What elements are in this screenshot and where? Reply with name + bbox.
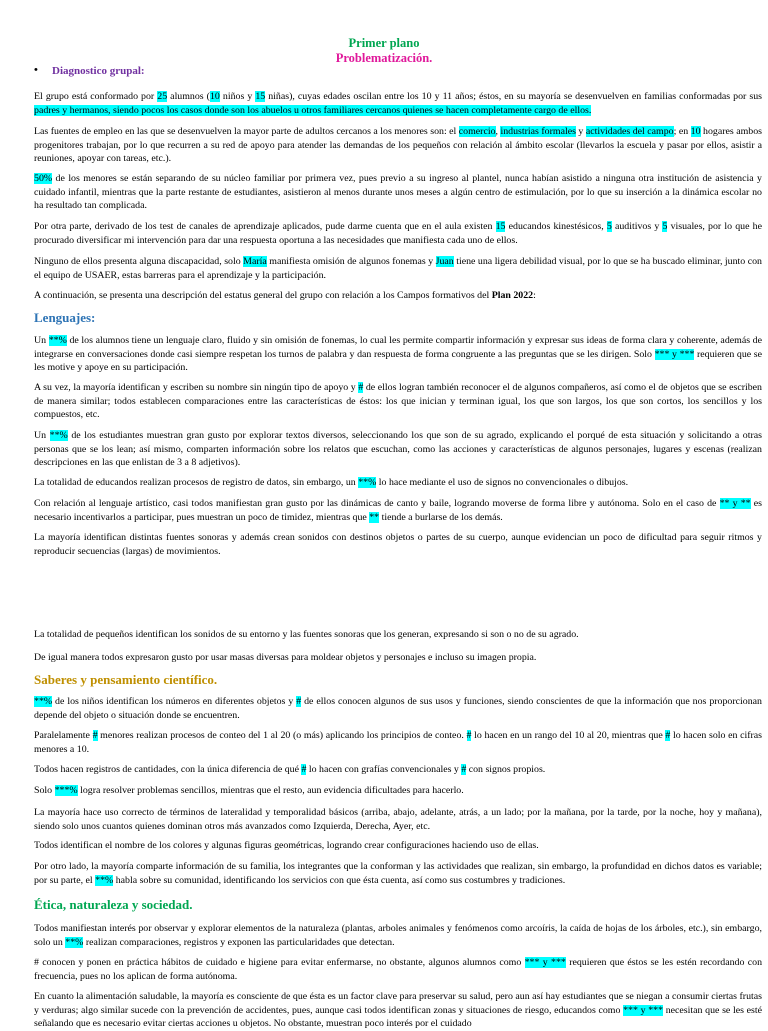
text-run: auditivos y <box>611 221 663 232</box>
page-subtitle: Problematización. <box>335 51 433 65</box>
text-run: A continuación, se presenta una descripción del estatus general del grupo con relación a los Campos formativos del <box>34 290 492 301</box>
text-run: educandos kinestésicos, <box>505 221 607 232</box>
text-run: Solo <box>34 785 55 796</box>
paragraph <box>34 429 762 470</box>
highlighted-text: padres y hermanos, siendo pocos los casos donde son los abuelos u otros familiares cercanos quienes se hacen completamente cargo de ellos. <box>34 104 592 116</box>
paragraph <box>34 255 762 282</box>
text-run: habla sobre su comunidad, identificando los servicios con que ésta cuenta, así como sus costumbres y tradiciones. <box>113 874 566 886</box>
highlighted-text: **% <box>65 936 84 948</box>
highlighted-text: 25 <box>157 91 168 102</box>
text-run: manifiesta omisión de algunos fonemas y <box>266 256 436 267</box>
text-run: , <box>495 126 501 137</box>
text-run: es necesario incentivarlos a participar, pues muestran un poco de timidez, mientras que <box>34 498 763 523</box>
text-run: con signos propios. <box>466 764 546 775</box>
text-run: Todos hacen registros de cantidades, con la única diferencia de qué <box>34 764 302 775</box>
text-run: tiene una ligera debilidad visual, por lo que se ha buscado eliminar, junto con el equipo de USAER, estas barreras para el aprendizaje y la participación. <box>34 256 762 281</box>
paragraph <box>34 956 762 983</box>
text-run: hogares ambos progenitores trabajan, por lo que recurren a su red de apoyo para atender las demandas de los pequeños con relación al ámbito escolar (llevarlos la escuela y pasar por ellos, asistir a reuniones, apoyar con tareas, etc.). <box>34 126 762 165</box>
paragraph <box>34 860 762 887</box>
paragraph <box>34 90 762 117</box>
text-run: de los menores se están separando de su núcleo familiar por primera vez, pues previo a su ingreso al plantel, nunca habían asistido a ninguna otra institución de asistencia y cuidado infantil, mientras que la parte restante de estudiantes, asistieron al menos durante unos meses a algún centro de estimulación, por lo que su inserción a la dinámica escolar no ha resultado tan complicada. <box>34 173 762 212</box>
text-run: Por otra parte, derivado de los test de canales de aprendizaje aplicados, pude darme cuenta que en el aula existen <box>34 221 496 232</box>
text-run: necesitan que se les esté señalando que es necesario evitar ciertas acciones u objetos. No obstante, muestran poco interés por el cuidado <box>34 1004 762 1030</box>
text-run: La totalidad de pequeños identifican los sonidos de su entorno y las fuentes sonoras que los generan, expresando si son o no de su agrado. <box>34 629 579 640</box>
highlighted-text: actividades del campo <box>585 126 674 137</box>
paragraph <box>34 125 762 166</box>
highlighted-text: # <box>92 730 98 741</box>
highlighted-text: 10 <box>209 91 220 102</box>
text-run: niños y <box>219 91 256 102</box>
paragraph <box>34 806 762 833</box>
text-run: En cuanto la alimentación saludable, la mayoría es consciente de que ésta es un factor clave para preservar su salud, pero aun así hay estudiantes que se niegan a consumir ciertas frutas y verduras; algo similar sucede con la prevención de accidentes, pues, aunque casi todos identifican zonas y situaciones de riesgo, educandos como <box>34 991 762 1016</box>
highlighted-text: 15 <box>255 91 266 102</box>
text-run: menores realizan procesos de conteo del 1 al 20 (o más) aplicando los principios de conteo. <box>97 730 467 741</box>
highlighted-text: # <box>301 764 307 775</box>
paragraph <box>34 172 762 213</box>
text-run: Ninguno de ellos presenta alguna discapacidad, solo <box>34 256 244 267</box>
text-run: logra resolver problemas sencillos, mientras que el resto, aun evidencia dificultades para hacerlo. <box>77 785 464 796</box>
paragraph <box>34 289 762 303</box>
paragraph <box>34 839 762 853</box>
text-run: de los niños identifican los números en diferentes objetos y <box>52 696 297 707</box>
highlighted-text: # <box>358 382 364 393</box>
text-run: lo hacen solo en cifras menores a 10. <box>34 730 763 755</box>
text-run: requieren que éstos se les estén recordando con frecuencia, pues no los aplican de forma autónoma. <box>34 957 763 982</box>
highlighted-text: industrias formales <box>500 126 576 137</box>
highlighted-text: # <box>296 696 302 707</box>
text-run: de ellos logran también reconocer el de algunos compañeros, así como el de objetos que se escriben de manera similar; todos establecen comparaciones entre las características de éstos: los que inician y terminan igual, los que son largos, los que son cortos, los sencillos y los compuestos, etc. <box>34 382 762 421</box>
highlighted-text: 5 <box>662 221 668 232</box>
highlighted-text: *** y *** <box>654 348 695 360</box>
text-run: lo hace mediante el uso de signos no convencionales o dibujos. <box>376 477 629 488</box>
highlighted-text: ** y ** <box>719 498 751 509</box>
highlighted-text: **% <box>49 430 68 441</box>
text-run: La mayoría hace uso correcto de términos de lateralidad y temporalidad básicos (arriba, abajo, adelante, atrás, a un lado; por la mañana, por la tarde, por la noche, hoy y mañana), siendo solo unos cuantos quienes dominan otros más avanzados como Izquierda, Derecha, Ayer, etc. <box>34 807 762 832</box>
highlighted-text: María <box>243 256 267 267</box>
text-run: lo hacen con grafías convencionales y <box>306 764 462 775</box>
paragraph <box>34 497 762 524</box>
highlighted-text: ***% <box>54 785 78 796</box>
text-run: Paralelamente <box>34 730 93 741</box>
text-run: # conocen y ponen en práctica hábitos de cuidado e higiene para evitar enfermarse, no obstante, algunos alumnos como <box>34 957 525 968</box>
highlighted-text: **% <box>95 874 114 886</box>
paragraph <box>34 695 762 722</box>
text-run: ; en <box>673 126 691 137</box>
text-run: alumnos ( <box>167 91 210 102</box>
paragraph <box>34 334 762 375</box>
paragraph <box>34 476 762 490</box>
paragraph <box>34 729 762 756</box>
text-run: y <box>575 126 586 137</box>
highlighted-text: **% <box>358 477 377 488</box>
highlighted-text: # <box>461 764 467 775</box>
highlighted-text: Juan <box>435 256 454 267</box>
text-run: Todos identifican el nombre de los colores y algunas figuras geométricas, logrando crear configuraciones haciendo uso de ellas. <box>34 840 539 851</box>
bullet-diagnostico: • Diagnostico grupal: <box>52 65 145 77</box>
section-heading-saberes: Saberes y pensamiento científico. <box>34 672 218 687</box>
paragraph <box>34 651 762 665</box>
highlighted-text: **% <box>48 335 67 346</box>
text-run: visuales, por lo que he procurado diversificar mi intervención para dar una respuesta oportuna a las necesidades que manifiesta cada uno de ellos. <box>34 221 762 246</box>
text-run: : <box>533 290 536 301</box>
paragraph <box>34 990 762 1031</box>
highlighted-text: 15 <box>495 221 506 232</box>
highlighted-text: **% <box>34 696 53 707</box>
text-run: Un <box>34 335 49 346</box>
text-run: Con relación al lenguaje artístico, casi todos manifiestan gran gusto por las dinámicas de canto y baile, logrando moverse de forma libre y autónoma. Solo en el caso de <box>34 498 720 509</box>
text-run: El grupo está conformado por <box>34 91 158 102</box>
text-run: requieren que se les motive y apoye en su participación. <box>34 348 762 374</box>
paragraph <box>34 784 762 798</box>
text-run: Un <box>34 430 50 441</box>
text-run: A su vez, la mayoría identifican y escriben su nombre sin ningún tipo de apoyo y <box>34 382 359 393</box>
text-run: de los estudiantes muestran gran gusto por explorar textos diversos, seleccionando los que son de su agrado, explicando el porqué de esta situación y solicitando a otras personas que se los lean; así mismo, comparten información sobre los relatos que escuchan, como las acciones y características de algunos personajes, lugares y escenas (realizan descripciones en las que enlistan de 3 a 8 adjetivos). <box>34 430 762 469</box>
paragraph <box>34 763 762 777</box>
page-title: Primer plano <box>348 36 420 50</box>
section-heading-etica: Ética, naturaleza y sociedad. <box>34 897 193 912</box>
text-run: de ellos conocen algunos de sus usos y funciones, siendo conscientes de que la información que nos proporcionan depende del objeto o situación donde se encuentren. <box>34 696 762 721</box>
text-run: tiende a burlarse de los demás. <box>379 511 503 523</box>
highlighted-text: 5 <box>606 221 612 232</box>
highlighted-text: *** y *** <box>524 957 566 968</box>
paragraph <box>34 922 762 949</box>
text-run: Por otro lado, la mayoría comparte información de su familia, los integrantes que la conforman y las actividades que realizan, sin embargo, la profundidad en dichos datos es variable; por su parte, el <box>34 861 762 886</box>
paragraph <box>34 381 762 422</box>
paragraph <box>34 628 762 642</box>
highlighted-text: 50% <box>34 173 53 184</box>
bold-text: Plan 2022 <box>491 290 534 301</box>
text-run: La mayoría identifican distintas fuentes sonoras y además crean sonidos con destinos objetos o partes de su cuerpo, aunque evidencian un poco de dificultad para seguir ritmos y reproducir secuencias (largas) de movimientos. <box>34 532 762 557</box>
text-run: de los alumnos tiene un lenguaje claro, fluido y sin omisión de fonemas, lo cual les permite compartir información y expresar sus ideas de forma clara y coherente, además de integrarse en conversaciones donde casi siempre respetan los turnos de palabra y dan respuesta de forma congruente a las preguntas que se les dirigen. Solo <box>34 335 763 360</box>
text-run: niñas), cuyas edades oscilan entre los 10 y 11 años; éstos, en su mayoría se desenvuelven en familias conformadas por sus <box>265 91 762 102</box>
text-run: La totalidad de educandos realizan procesos de registro de datos, sin embargo, un <box>34 477 359 488</box>
text-run: De igual manera todos expresaron gusto por usar masas diversas para moldear objetos y personajes e incluso su imagen propia. <box>34 652 537 663</box>
text-run: Las fuentes de empleo en las que se desenvuelven la mayor parte de adultos cercanos a los menores son: el <box>34 126 459 137</box>
text-run: realizan comparaciones, registros y exponen las particularidades que detectan. <box>83 936 395 948</box>
highlighted-text: # <box>665 730 671 741</box>
text-run: Todos manifiestan interés por observar y explorar elementos de la naturaleza (plantas, arboles animales y fenómenos como arcoíris, la caída de hojas de los árboles, etc.), sin embargo, solo un <box>34 923 762 948</box>
highlighted-text: 10 <box>690 126 701 137</box>
highlighted-text: *** y *** <box>623 1004 664 1016</box>
highlighted-text: comercio <box>458 126 496 137</box>
paragraph <box>34 220 762 247</box>
text-run: lo hacen en un rango del 10 al 20, mientras que <box>471 730 666 741</box>
highlighted-text: # <box>466 730 472 741</box>
highlighted-text: ** <box>369 511 380 523</box>
paragraph <box>34 531 762 558</box>
section-heading-lenguajes: Lenguajes: <box>34 310 96 325</box>
